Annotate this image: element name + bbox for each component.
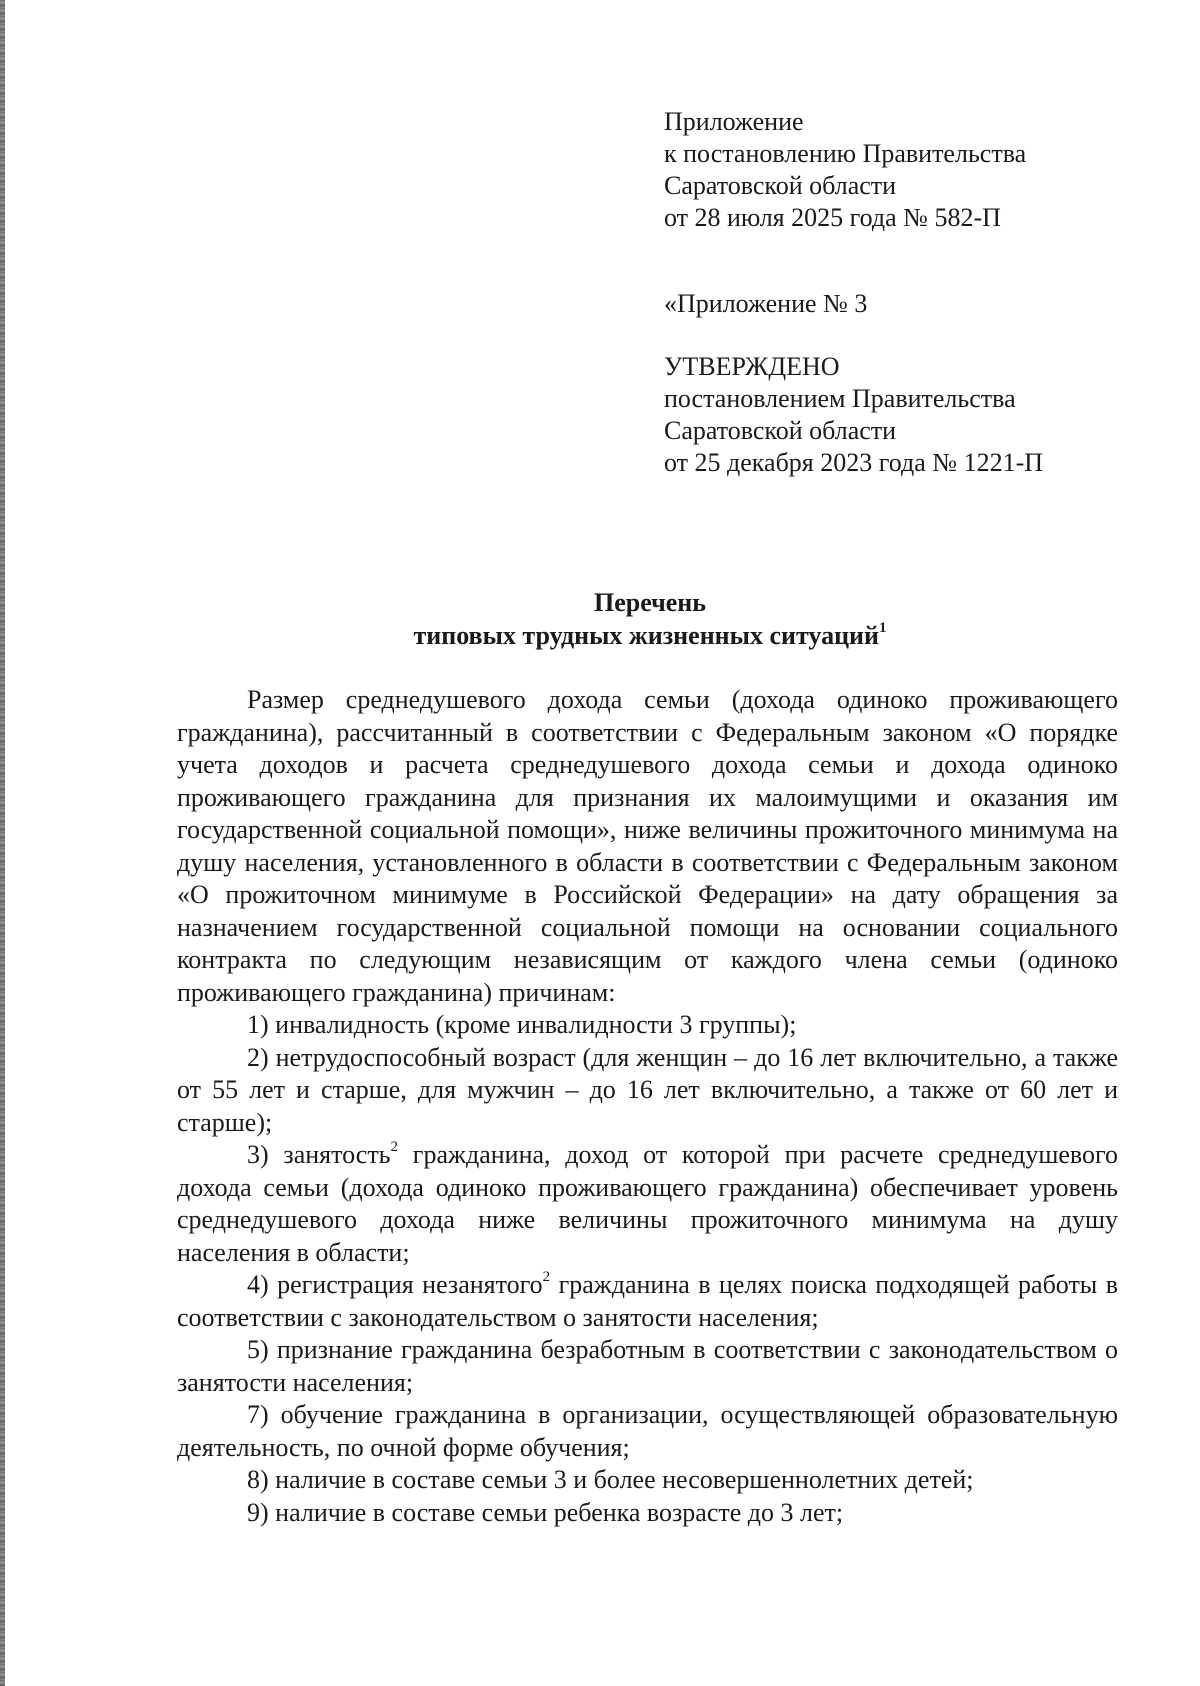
approved-line: Саратовской области xyxy=(664,416,897,445)
document-body xyxy=(177,684,1118,1529)
list-item-2: 2) нетрудоспособный возраст (для женщин – до 16 лет включительно, а также от 55 лет и старше, для мужчин – до 16 лет включительно, а также от 60 лет и старше); xyxy=(177,1042,1118,1137)
list-item-7: 7) обучение гражданина в организации, осуществляющей образовательную деятельность, по очной форме обучения; xyxy=(177,1400,1118,1462)
list-item-4-rest: гражданина в целях поиска подходящей работы в соответствии с законодательством о занятости населения; xyxy=(177,1270,1118,1332)
header-line: Приложение xyxy=(664,107,804,136)
list-item-1: 1) инвалидность (кроме инвалидности 3 группы); xyxy=(247,1010,797,1039)
list-item-9: 9) наличие в составе семьи ребенка возрасте до 3 лет; xyxy=(247,1497,844,1527)
list-item-4 xyxy=(177,1269,1118,1334)
document-title xyxy=(0,586,1200,652)
footnote-mark: 2 xyxy=(542,1269,551,1286)
approved-label: УТВЕРЖДЕНО xyxy=(664,352,840,381)
title-text: типовых трудных жизненных ситуаций xyxy=(413,621,880,650)
document-header xyxy=(664,106,1043,479)
title-line-1: Перечень xyxy=(593,588,707,617)
footnote-mark: 1 xyxy=(879,620,887,637)
intro-paragraph: Размер среднедушевого дохода семьи (дохода одиноко проживающего гражданина), рассчитанный в соответствии с Федеральным законом «О порядке учета доходов и расчета среднедушевого дохода семьи и дохода одиноко проживающего гражданина для признания их малоимущими и оказания им государственной социальной помощи», ниже величины прожиточного минимума на душу населения, установленного в области в соответствии с Федеральным законом «О прожиточном минимуме в Российской Федерации» на дату обращения за назначением государственной социальной помощи на основании социального контракта по следующим независящим от каждого члена семьи (одиноко проживающего гражданина) причинам: xyxy=(177,685,1118,1007)
approved-line: от 25 декабря 2023 года № 1221-П xyxy=(664,448,1044,477)
appendix-label: «Приложение № 3 xyxy=(664,289,868,318)
header-line: от 28 июля 2025 года № 582-П xyxy=(664,203,1001,232)
list-item-8: 8) наличие в составе семьи 3 и более несовершеннолетних детей; xyxy=(247,1465,974,1494)
list-item-3 xyxy=(177,1139,1118,1269)
list-item-3-rest: гражданина, доход от которой при расчете среднедушевого дохода семьи (дохода одиноко проживающего гражданина) обеспечивает уровень среднедушевого дохода ниже величины прожиточного минимума на душу населения в области; xyxy=(177,1140,1118,1267)
scan-edge xyxy=(0,0,5,1686)
title-line-2 xyxy=(0,619,1200,652)
footnote-mark: 2 xyxy=(390,1139,399,1156)
list-item-5: 5) признание гражданина безработным в соответствии с законодательством о занятости населения; xyxy=(177,1335,1118,1397)
header-line: к постановлению Правительства xyxy=(664,139,1027,168)
header-line: Саратовской области xyxy=(664,171,897,200)
approved-line: постановлением Правительства xyxy=(664,384,1016,413)
list-item-3-start: 3) занятость xyxy=(247,1140,391,1169)
list-item-4-start: 4) регистрация незанятого xyxy=(247,1270,543,1299)
